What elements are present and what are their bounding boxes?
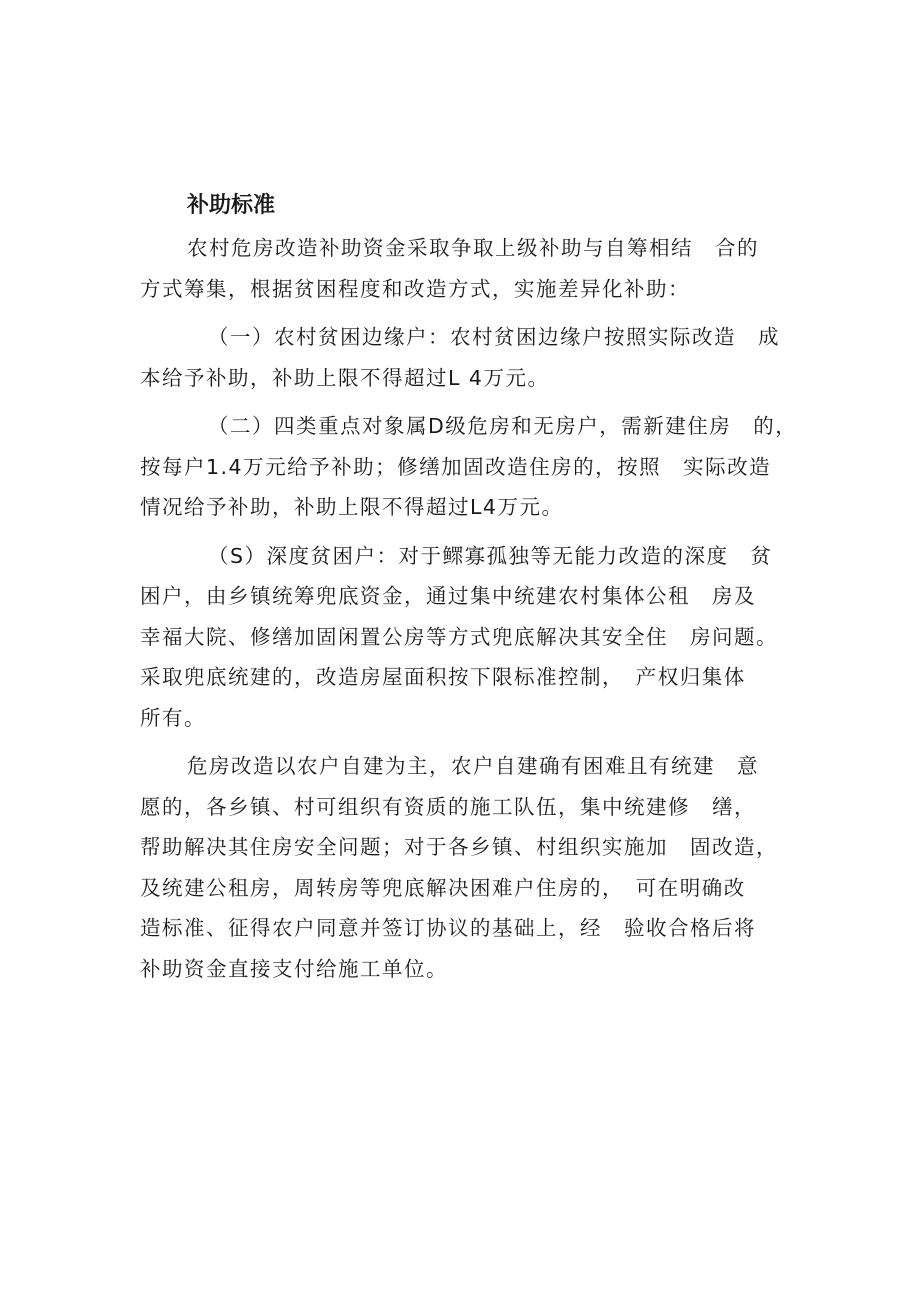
paragraph-line: 所有。 — [140, 705, 206, 730]
paragraph-line: 及统建公租房，周转房等兜底解决困难户住房的， 可在明确改 — [140, 875, 746, 900]
paragraph-gap — [140, 528, 800, 536]
paragraph-line: 补助资金直接支付给施工单位。 — [140, 956, 448, 981]
paragraph-line: （二）四类重点对象属D级危房和无房户，需新建住房 的， — [208, 414, 798, 438]
paragraph-line: 本给予补助，补助上限不得超过L 4万元。 — [140, 365, 550, 390]
paragraph-implementation — [140, 746, 800, 989]
document-body — [140, 228, 800, 989]
section-heading: 补助标准 — [187, 193, 276, 218]
paragraph-line: 危房改造以农户自建为主，农户自建确有困难且有统建 意 — [187, 754, 759, 778]
paragraph-line: 困户，由乡镇统筹兜底资金，通过集中统建农村集体公租 房及 — [140, 584, 756, 608]
paragraph-item-1 — [140, 317, 800, 398]
paragraph-line: 采取兜底统建的，改造房屋面积按下限标准控制， 产权归集体 — [140, 665, 746, 689]
paragraph-line: 造标准、征得农户同意并签订协议的基础上，经 验收合格后将 — [140, 916, 756, 940]
paragraph-line: 农村危房改造补助资金采取争取上级补助与自筹相结 合的 — [187, 236, 759, 260]
paragraph-line: 方式筹集，根据贫困程度和改造方式，实施差异化补助： — [140, 276, 690, 301]
paragraph-item-2 — [140, 406, 800, 528]
paragraph-line: 情况给予补助，补助上限不得超过L4万元。 — [140, 495, 564, 519]
paragraph-line: 愿的，各乡镇、村可组织有资质的施工队伍，集中统建修 缮， — [140, 794, 756, 819]
paragraph-line: （一）农村贫困边缘户：农村贫困边缘户按照实际改造 成 — [208, 325, 780, 349]
paragraph-line: （S）深度贫困户：对于鳏寡孤独等无能力改造的深度 贫 — [208, 543, 773, 568]
paragraph-gap — [140, 398, 800, 406]
paragraph-gap — [140, 309, 800, 317]
paragraph-line: 幸福大院、修缮加固闲置公房等方式兜底解决其安全住 房问题。 — [140, 624, 778, 649]
paragraph-line: 按每户1.4万元给予补助；修缮加固改造住房的，按照 实际改造 — [140, 454, 772, 479]
paragraph-intro — [140, 228, 800, 309]
paragraph-gap — [140, 738, 800, 746]
paragraph-line: 帮助解决其住房安全问题；对于各乡镇、村组织实施加 固改造， — [140, 835, 778, 859]
paragraph-item-3 — [140, 536, 800, 739]
